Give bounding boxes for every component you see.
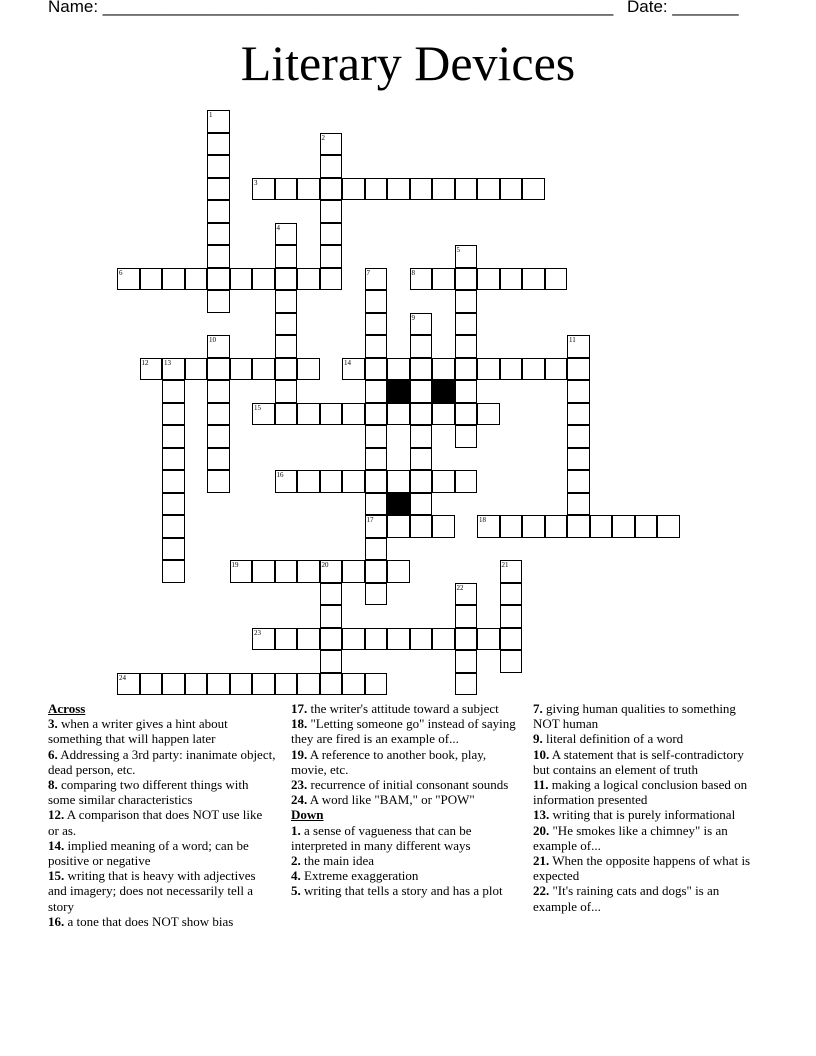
clue-down-22: 22. "It's raining cats and dogs" is an example of... [533,883,720,914]
grid-cell[interactable] [162,515,185,538]
grid-cell[interactable] [410,313,433,336]
grid-cell[interactable] [567,515,590,538]
clue-across-8: 8. comparing two different things with some similar characteristics [48,777,249,808]
grid-cell[interactable] [365,403,388,426]
clue-across-14: 14. implied meaning of a word; can be positive or negative [48,837,249,869]
grid-cell[interactable] [455,245,478,268]
clue-across-16: 16. a tone that does NOT show bias [48,913,234,929]
grid-cell[interactable] [252,560,275,583]
grid-cell[interactable] [455,628,478,651]
grid-cell[interactable] [207,178,230,201]
grid-cell[interactable] [410,178,433,201]
grid-cell[interactable] [365,673,388,696]
grid-cell[interactable] [500,515,523,538]
grid-cell[interactable] [500,628,523,651]
grid-cell[interactable] [162,493,185,516]
grid-cell[interactable] [387,515,410,538]
grid-cell[interactable] [207,290,230,313]
grid-cell[interactable] [252,358,275,381]
grid-cell[interactable] [567,425,590,448]
grid-cell[interactable] [365,425,388,448]
grid-cell[interactable] [162,538,185,561]
grid-cell[interactable] [320,650,343,673]
grid-cell[interactable] [455,470,478,493]
across-heading: Across [48,701,86,716]
grid-cell[interactable] [365,178,388,201]
grid-cell[interactable] [275,470,298,493]
grid-cell[interactable] [477,178,500,201]
clue-number: 15 [254,403,261,412]
grid-cell[interactable] [455,403,478,426]
clue-across-12: 12. A comparison that does NOT use like or as. [48,807,263,838]
grid-cell[interactable] [455,583,478,606]
grid-cell[interactable] [387,178,410,201]
grid-cell[interactable] [207,358,230,381]
grid-cell[interactable] [207,403,230,426]
grid-cell[interactable] [432,628,455,651]
grid-cell[interactable] [320,673,343,696]
grid-cell[interactable] [207,110,230,133]
grid-cell[interactable] [207,200,230,223]
grid-cell[interactable] [297,673,320,696]
grid-cell[interactable] [365,313,388,336]
grid-cell[interactable] [432,178,455,201]
grid-cell[interactable] [500,560,523,583]
grid-cell[interactable] [500,583,523,606]
clue-number: 20 [321,561,329,569]
grid-cell[interactable] [455,268,478,291]
grid-cell[interactable] [275,245,298,268]
grid-cell[interactable] [567,403,590,426]
grid-cell[interactable] [500,650,523,673]
clue-down-1: 1. a sense of vagueness that can be interpreted in many different ways [291,822,472,853]
name-field[interactable]: Name: ______________________________________________________ [48,0,614,16]
grid-cell[interactable] [522,515,545,538]
grid-cell[interactable] [275,560,298,583]
clue-across-24: 24. A word like "BAM," or "POW" [291,792,475,808]
clue-number: 19 [231,561,239,569]
grid-cell[interactable] [432,403,455,426]
clue-number: 11 [569,336,576,344]
clues-column-3 [533,701,761,914]
black-cell [387,380,410,403]
grid-cell[interactable] [275,290,298,313]
clue-number: 17 [366,516,374,524]
grid-cell[interactable] [342,560,365,583]
grid-cell[interactable] [477,628,500,651]
clue-number: 2 [321,133,325,142]
grid-cell[interactable] [252,178,275,201]
clue-down-13: 13. writing that is purely informational [533,807,736,823]
grid-cell[interactable] [230,268,253,291]
grid-cell[interactable] [320,155,343,178]
clue-down-5: 5. writing that tells a story and has a plot [291,883,503,899]
grid-cell[interactable] [275,403,298,426]
grid-cell[interactable] [297,358,320,381]
clue-number: 12 [141,358,149,367]
clue-across-19: 19. A reference to another book, play, movie, etc. [291,746,487,777]
grid-cell[interactable] [455,605,478,628]
grid-cell[interactable] [365,538,388,561]
grid-cell[interactable] [342,403,365,426]
grid-cell[interactable] [162,403,185,426]
grid-cell[interactable] [207,673,230,696]
grid-cell[interactable] [410,268,433,291]
grid-cell[interactable] [320,178,343,201]
clues-column-2 [291,701,519,899]
grid-cell[interactable] [387,358,410,381]
grid-cell[interactable] [500,178,523,201]
grid-cell[interactable] [567,493,590,516]
clue-number: 22 [456,583,464,592]
date-field[interactable]: Date: _______ [627,0,739,16]
grid-cell[interactable] [207,268,230,291]
grid-cell[interactable] [342,628,365,651]
grid-cell[interactable] [252,403,275,426]
clue-down-9: 9. literal definition of a word [533,731,684,747]
clue-number: 8 [411,268,415,277]
grid-cell[interactable] [140,358,163,381]
grid-cell[interactable] [275,358,298,381]
grid-cell[interactable] [207,470,230,493]
grid-cell[interactable] [545,358,568,381]
grid-cell[interactable] [275,628,298,651]
black-cell [432,380,455,403]
grid-cell[interactable] [545,268,568,291]
grid-cell[interactable] [387,560,410,583]
grid-cell[interactable] [297,470,320,493]
grid-cell[interactable] [410,628,433,651]
grid-cell[interactable] [207,448,230,471]
grid-cell[interactable] [410,515,433,538]
grid-cell[interactable] [207,245,230,268]
grid-cell[interactable] [477,268,500,291]
grid-cell[interactable] [320,200,343,223]
grid-cell[interactable] [455,313,478,336]
grid-cell[interactable] [162,470,185,493]
grid-cell[interactable] [365,515,388,538]
grid-cell[interactable] [207,425,230,448]
grid-cell[interactable] [275,673,298,696]
clue-number: 6 [119,268,123,277]
grid-cell[interactable] [522,178,545,201]
grid-cell[interactable] [522,358,545,381]
clue-down-20: 20. "He smokes like a chimney" is an example of... [533,822,728,853]
grid-cell[interactable] [320,268,343,291]
down-heading: Down [291,807,324,823]
grid-cell[interactable] [230,560,253,583]
grid-cell[interactable] [567,470,590,493]
clue-number: 18 [479,516,486,524]
grid-cell[interactable] [477,358,500,381]
grid-cell[interactable] [477,403,500,426]
clue-number: 10 [209,336,216,344]
grid-cell[interactable] [567,448,590,471]
grid-cell[interactable] [500,268,523,291]
grid-cell[interactable] [455,178,478,201]
grid-cell[interactable] [342,470,365,493]
clues-column-1 [48,701,276,929]
grid-cell[interactable] [455,673,478,696]
grid-cell[interactable] [162,380,185,403]
grid-cell[interactable] [320,133,343,156]
grid-cell[interactable] [567,380,590,403]
grid-cell[interactable] [140,673,163,696]
grid-cell[interactable] [365,470,388,493]
grid-cell[interactable] [297,403,320,426]
grid-cell[interactable] [365,448,388,471]
clue-across-15: 15. writing that is heavy with adjectives and imagery; does not necessarily tell a story [48,868,256,914]
grid-cell[interactable] [432,268,455,291]
grid-cell[interactable] [365,335,388,358]
clue-number: 5 [456,246,460,254]
grid-cell[interactable] [410,493,433,516]
grid-cell[interactable] [320,223,343,246]
grid-cell[interactable] [612,515,635,538]
clue-number: 7 [366,268,370,277]
grid-cell[interactable] [275,313,298,336]
grid-cell[interactable] [567,358,590,381]
grid-cell[interactable] [365,628,388,651]
grid-cell[interactable] [432,515,455,538]
clue-down-10: 10. A statement that is self-contradictory but contains an element of truth [533,746,744,777]
grid-cell[interactable] [162,358,185,381]
grid-cell[interactable] [455,358,478,381]
clue-across-6: 6. Addressing a 3rd party: inanimate object, dead person, etc. [48,746,276,777]
grid-cell[interactable] [500,605,523,628]
grid-cell[interactable] [140,268,163,291]
grid-cell[interactable] [365,560,388,583]
grid-cell[interactable] [117,268,140,291]
grid-cell[interactable] [387,403,410,426]
clue-down-21: 21. When the opposite happens of what is expected [533,853,751,884]
grid-cell[interactable] [297,178,320,201]
grid-cell[interactable] [162,560,185,583]
clue-across-18: 18. "Letting someone go" instead of saying they are fired is an example of... [291,716,516,747]
clue-number: 16 [276,471,284,479]
clue-number: 21 [501,561,509,569]
grid-cell[interactable] [410,425,433,448]
grid-cell[interactable] [207,380,230,403]
grid-cell[interactable] [410,448,433,471]
clue-across-17: 17. the writer's attitude toward a subject [291,701,499,716]
grid-cell[interactable] [545,515,568,538]
grid-cell[interactable] [387,628,410,651]
grid-cell[interactable] [410,358,433,381]
page-title: Literary Devices [240,35,576,91]
clue-across-23: 23. recurrence of initial consonant sounds [291,777,509,793]
grid-cell[interactable] [320,605,343,628]
grid-cell[interactable] [252,268,275,291]
grid-cell[interactable] [230,358,253,381]
grid-cell[interactable] [365,493,388,516]
clue-number: 23 [254,628,261,637]
grid-cell[interactable] [410,470,433,493]
grid-cell[interactable] [365,268,388,291]
grid-cell[interactable] [365,380,388,403]
clue-down-11: 11. making a logical conclusion based on information presented [533,777,748,808]
black-cell [387,493,410,516]
grid-cell[interactable] [185,673,208,696]
grid-cell[interactable] [162,425,185,448]
clue-number: 3 [254,178,258,187]
grid-cell[interactable] [275,380,298,403]
clue-number: 24 [119,673,126,682]
grid-cell[interactable] [410,335,433,358]
grid-cell[interactable] [297,628,320,651]
grid-cell[interactable] [477,515,500,538]
grid-cell[interactable] [342,358,365,381]
grid-cell[interactable] [522,268,545,291]
grid-cell[interactable] [162,268,185,291]
grid-cell[interactable] [320,560,343,583]
grid-cell[interactable] [162,448,185,471]
grid-cell[interactable] [185,268,208,291]
grid-cell[interactable] [230,673,253,696]
grid-cell[interactable] [657,515,680,538]
grid-cell[interactable] [117,673,140,696]
grid-cell[interactable] [387,470,410,493]
clue-number: 1 [209,111,213,119]
clue-down-7: 7. giving human qualities to something NOT human [533,701,736,732]
grid-cell[interactable] [455,290,478,313]
grid-cell[interactable] [365,290,388,313]
grid-cell[interactable] [275,178,298,201]
grid-cell[interactable] [207,223,230,246]
grid-cell[interactable] [410,380,433,403]
grid-cell[interactable] [320,403,343,426]
grid-cell[interactable] [455,650,478,673]
grid-cell[interactable] [342,673,365,696]
grid-cell[interactable] [590,515,613,538]
clue-number: 9 [411,313,415,322]
grid-cell[interactable] [252,628,275,651]
grid-cell[interactable] [320,628,343,651]
grid-cell[interactable] [207,335,230,358]
grid-cell[interactable] [162,673,185,696]
grid-cell[interactable] [207,133,230,156]
grid-cell[interactable] [320,470,343,493]
grid-cell[interactable] [320,245,343,268]
clue-down-2: 2. the main idea [291,853,375,869]
grid-cell[interactable] [455,425,478,448]
grid-cell[interactable] [567,335,590,358]
grid-cell[interactable] [275,223,298,246]
clue-number: 4 [276,223,280,232]
grid-cell[interactable] [365,583,388,606]
clue-number: 13 [164,358,171,367]
grid-cell[interactable] [342,178,365,201]
grid-cell[interactable] [365,358,388,381]
clue-across-3: 3. when a writer gives a hint about something that will happen later [48,716,228,747]
grid-cell[interactable] [252,673,275,696]
clue-number: 14 [344,358,351,367]
grid-cell[interactable] [500,358,523,381]
grid-cell[interactable] [455,380,478,403]
grid-cell[interactable] [432,358,455,381]
grid-cell[interactable] [275,335,298,358]
grid-cell[interactable] [297,268,320,291]
grid-cell[interactable] [635,515,658,538]
grid-cell[interactable] [410,403,433,426]
grid-cell[interactable] [455,335,478,358]
clue-down-4: 4. Extreme exaggeration [291,868,419,884]
grid-cell[interactable] [185,358,208,381]
grid-cell[interactable] [432,470,455,493]
grid-cell[interactable] [297,560,320,583]
grid-cell[interactable] [275,268,298,291]
grid-cell[interactable] [320,583,343,606]
grid-cell[interactable] [207,155,230,178]
